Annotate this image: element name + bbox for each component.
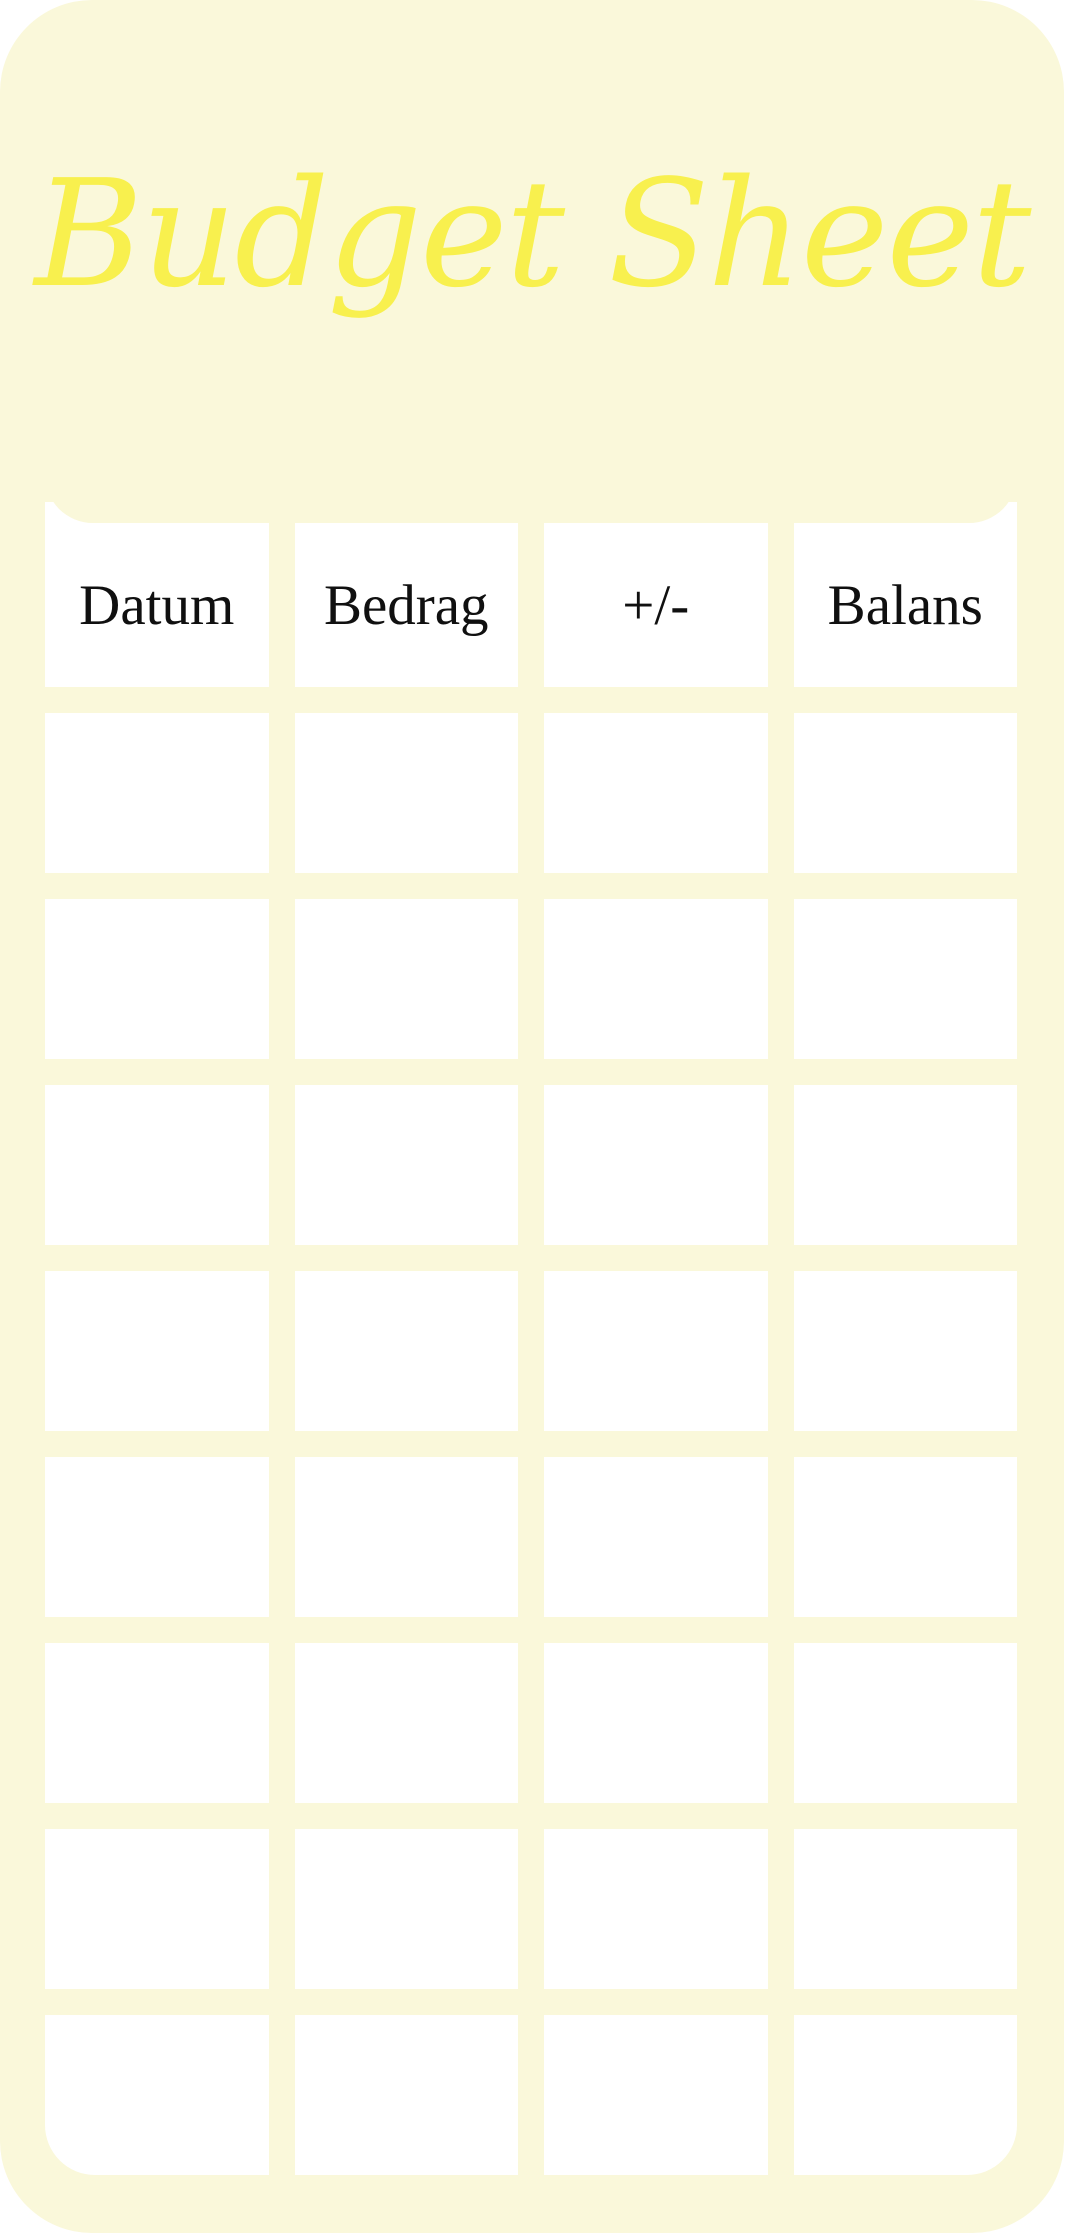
entry-cell[interactable]: [794, 713, 1018, 873]
entry-cell[interactable]: [295, 2015, 519, 2175]
entry-cell[interactable]: [794, 1643, 1018, 1803]
entry-cell[interactable]: [45, 1829, 269, 1989]
entry-cell[interactable]: [45, 713, 269, 873]
column-header-datum: Datum: [45, 523, 269, 687]
entry-cell[interactable]: [544, 1085, 768, 1245]
entry-cell[interactable]: [45, 899, 269, 1059]
entry-cell[interactable]: [544, 899, 768, 1059]
entry-cell[interactable]: [544, 1271, 768, 1431]
column-header-bedrag: Bedrag: [295, 523, 519, 687]
entry-cell[interactable]: [794, 1271, 1018, 1431]
column-header-plusminus: +/-: [544, 523, 768, 687]
entry-cell[interactable]: [295, 1643, 519, 1803]
budget-table: [45, 523, 1017, 2175]
sheet-title: Budget Sheet: [34, 148, 1030, 320]
entry-cell[interactable]: [45, 1085, 269, 1245]
entry-cell[interactable]: [295, 713, 519, 873]
entry-cell[interactable]: [45, 1457, 269, 1617]
entry-cell[interactable]: [295, 1085, 519, 1245]
entry-cell[interactable]: [45, 1643, 269, 1803]
entry-cell[interactable]: [295, 1457, 519, 1617]
header-band-curve: [45, 455, 1017, 523]
entry-cell[interactable]: [544, 2015, 768, 2175]
entry-cell[interactable]: [295, 1271, 519, 1431]
entry-cell[interactable]: [45, 2015, 269, 2175]
entry-cell[interactable]: [295, 1829, 519, 1989]
entry-cell[interactable]: [794, 2015, 1018, 2175]
column-header-balans: Balans: [794, 523, 1018, 687]
entry-cell[interactable]: [544, 1829, 768, 1989]
entry-cell[interactable]: [794, 1829, 1018, 1989]
entry-cell[interactable]: [544, 713, 768, 873]
entry-cell[interactable]: [45, 1271, 269, 1431]
entry-cell[interactable]: [794, 1085, 1018, 1245]
entry-cell[interactable]: [544, 1643, 768, 1803]
entry-cell[interactable]: [295, 899, 519, 1059]
entry-cell[interactable]: [544, 1457, 768, 1617]
entry-cell[interactable]: [794, 1457, 1018, 1617]
entry-cell[interactable]: [794, 899, 1018, 1059]
